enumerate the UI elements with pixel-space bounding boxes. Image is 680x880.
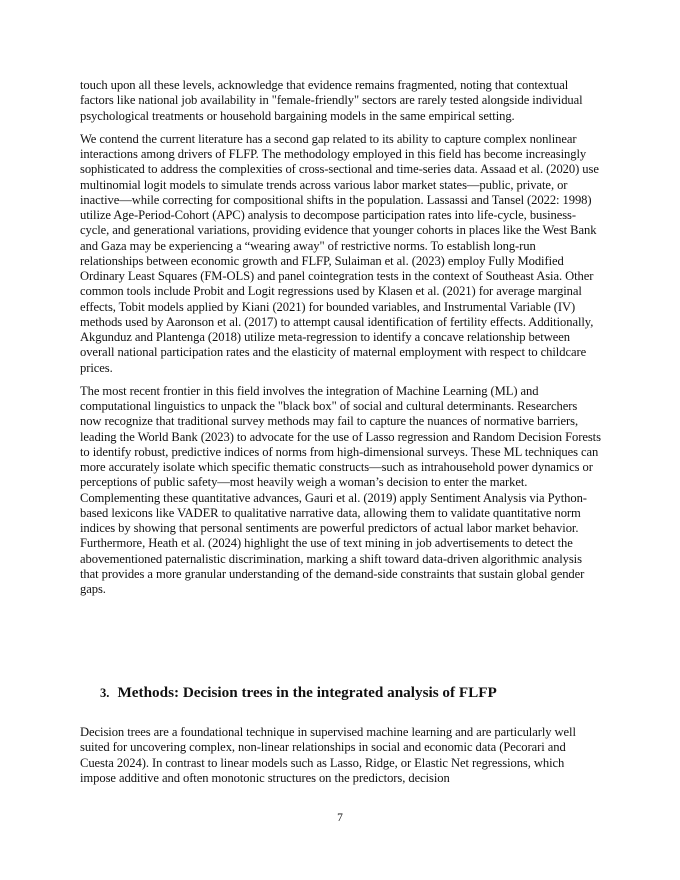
page-number: 7 <box>337 812 343 824</box>
paragraph-machine-learning-frontier: The most recent frontier in this field involves the integration of Machine Learning (ML) and computational linguistics to unpack the "black box" of social and cultural determinants. Researchers now recognize that traditional survey methods may fail to capture the nuances of normative barriers, leading the World Bank (2023) to advocate for the use of Lasso regression and Random Decision Forests to identify robust, predictive indices of norms from high-dimensional surveys. These ML techniques can more accurately isolate which specific thematic constructs—such as intrahousehold power dynamics or perceptions of public safety—most heavily weigh a woman’s decision to enter the market. Complementing these quantitative advances, Gauri et al. (2019) apply Sentiment Analysis via Python-based lexicons like VADER to qualitative narrative data, allowing them to validate quantitative norm indices by showing that personal sentiments are powerful predictors of actual labor market behavior. Furthermore, Heath et al. (2024) highlight the use of text mining in job advertisements to detect the abovementioned paternalistic discrimination, marking a shift toward data-driven algorithmic analysis that provides a more granular understanding of the demand-side constraints that sustain global gender gaps. <box>80 383 601 596</box>
section-heading <box>100 683 600 703</box>
paragraph-methodology-gap: We contend the current literature has a second gap related to its ability to capture complex nonlinear interactions among drivers of FLFP. The methodology employed in this field has become increasingly sophisticated to address the complexities of cross-sectional and time-series data. Assaad et al. (2020) use multinomial logit models to simulate trends across various labor market states—public, private, or inactive—while correcting for compositional shifts in the population. Lassassi and Tansel (2022: 1998) utilize Age-Period-Cohort (APC) analysis to decompose participation rates into life-cycle, business-cycle, and generational variations, providing evidence that younger cohorts in places like the West Bank and Gaza may be experiencing a “wearing away" of restrictive norms. To establish long-run relationships between economic growth and FLFP, Sulaiman et al. (2023) employ Fully Modified Ordinary Least Squares (FM-OLS) and panel cointegration tests in the context of Southeast Asia. Other common tools include Probit and Logit regressions used by Klasen et al. (2021) for average marginal effects, Tobit models applied by Kiani (2021) for bounded variables, and Instrumental Variable (IV) methods used by Aaronson et al. (2017) to attempt causal identification of fertility effects. Additionally, Akgunduz and Plantenga (2018) utilize meta-regression to identify a concave relationship between overall national participation rates and the elasticity of maternal employment with respect to childcare prices. <box>80 131 599 375</box>
paragraph-decision-trees: Decision trees are a foundational technique in supervised machine learning and are particularly well suited for uncovering complex, non-linear relationships in social and economic data (Pecorari and Cuesta 2024). In contrast to linear models such as Lasso, Ridge, or Elastic Net regressions, which impose additive and often monotonic structures on the predictors, decision <box>80 725 576 785</box>
paragraph-evidence-fragmented: touch upon all these levels, acknowledge that evidence remains fragmented, noting that contextual factors like national job availability in "female-friendly" sectors are rarely tested alongside individual psychological treatments or household bargaining models in the same empirical setting. <box>80 78 583 123</box>
section-title: Methods: Decision trees in the integrated analysis of FLFP <box>117 684 497 701</box>
section-number: 3. <box>100 686 110 700</box>
body-text <box>80 78 601 597</box>
